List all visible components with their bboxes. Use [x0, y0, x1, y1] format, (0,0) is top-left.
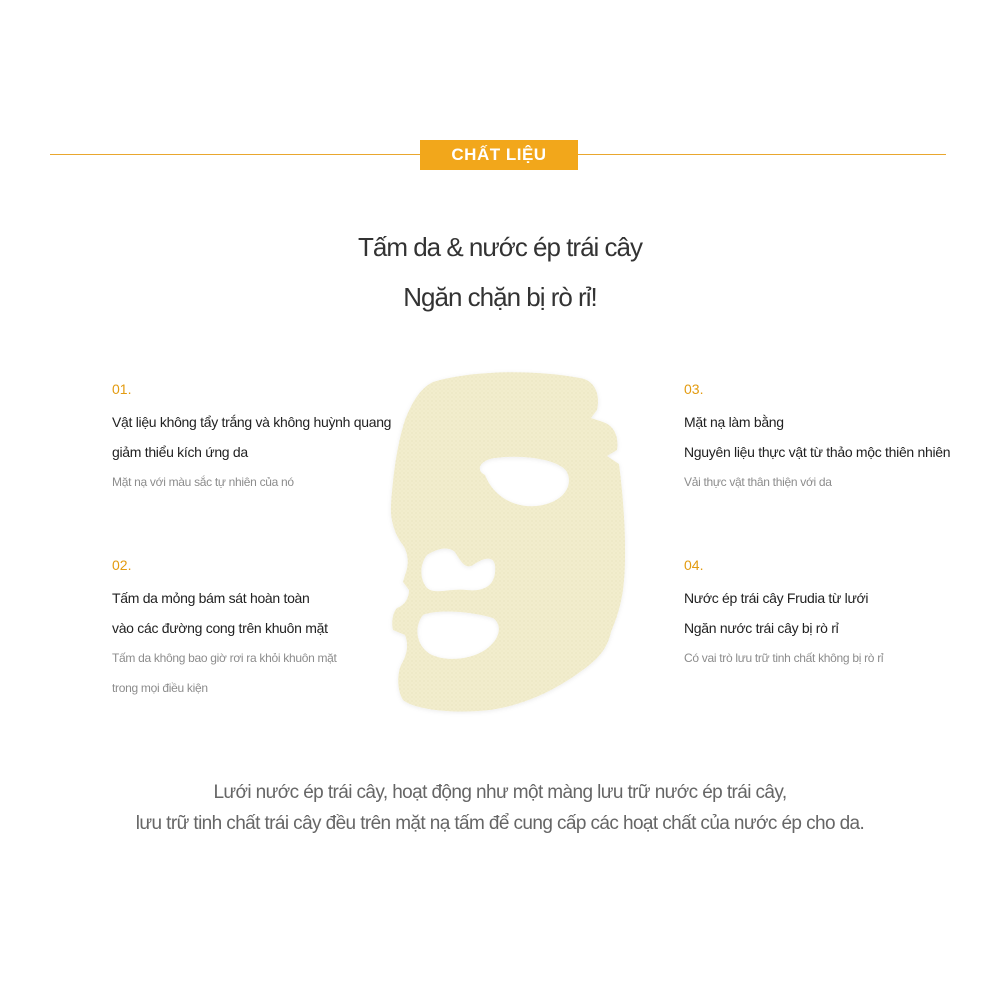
- feature-03: [684, 379, 984, 497]
- feature-04: [684, 555, 984, 673]
- feature-number: 01.: [112, 381, 132, 397]
- feature-number: 04.: [684, 557, 704, 573]
- feature-number: 02.: [112, 557, 132, 573]
- headline-line-2: Ngăn chặn bị rò rỉ!: [403, 282, 597, 312]
- feature-description: Vải thực vật thân thiện với da: [684, 475, 832, 489]
- feature-title-line: Nguyên liệu thực vật từ thảo mộc thiên nhiên: [684, 444, 951, 460]
- feature-title-line: Nước ép trái cây Frudia từ lưới: [684, 590, 869, 606]
- feature-title-line: Vật liệu không tẩy trắng và không huỳnh quang: [112, 414, 392, 430]
- sheet-mask-image: [375, 360, 645, 720]
- section-title-badge: CHẤT LIỆU: [420, 140, 578, 170]
- feature-title-line: vào các đường cong trên khuôn mặt: [112, 620, 328, 636]
- feature-number: 03.: [684, 381, 704, 397]
- headline-line-1: Tấm da & nước ép trái cây: [357, 232, 643, 262]
- footer-description-line-2: lưu trữ tinh chất trái cây đều trên mặt nạ tấm để cung cấp các hoạt chất của nước ép cho da.: [135, 813, 865, 834]
- feature-01: [112, 379, 412, 497]
- feature-title-line: Ngăn nước trái cây bị rò rỉ: [684, 620, 839, 636]
- footer-description-line-1: Lưới nước ép trái cây, hoạt động như một màng lưu trữ nước ép trái cây,: [213, 782, 787, 803]
- feature-description: Tấm da không bao giờ rơi ra khỏi khuôn mặt: [112, 651, 337, 665]
- feature-title-line: Tấm da mỏng bám sát hoàn toàn: [112, 590, 310, 606]
- feature-title-line: giảm thiểu kích ứng da: [112, 444, 248, 460]
- feature-02: [112, 555, 412, 703]
- feature-description: Có vai trò lưu trữ tinh chất không bị rò rỉ: [684, 651, 884, 665]
- feature-title-line: Mặt nạ làm bằng: [684, 414, 784, 430]
- feature-description: trong mọi điều kiện: [112, 681, 208, 695]
- sheet-mask-illustration: [375, 360, 645, 720]
- mask-sheet: [391, 372, 625, 711]
- feature-description: Mặt nạ với màu sắc tự nhiên của nó: [112, 475, 294, 489]
